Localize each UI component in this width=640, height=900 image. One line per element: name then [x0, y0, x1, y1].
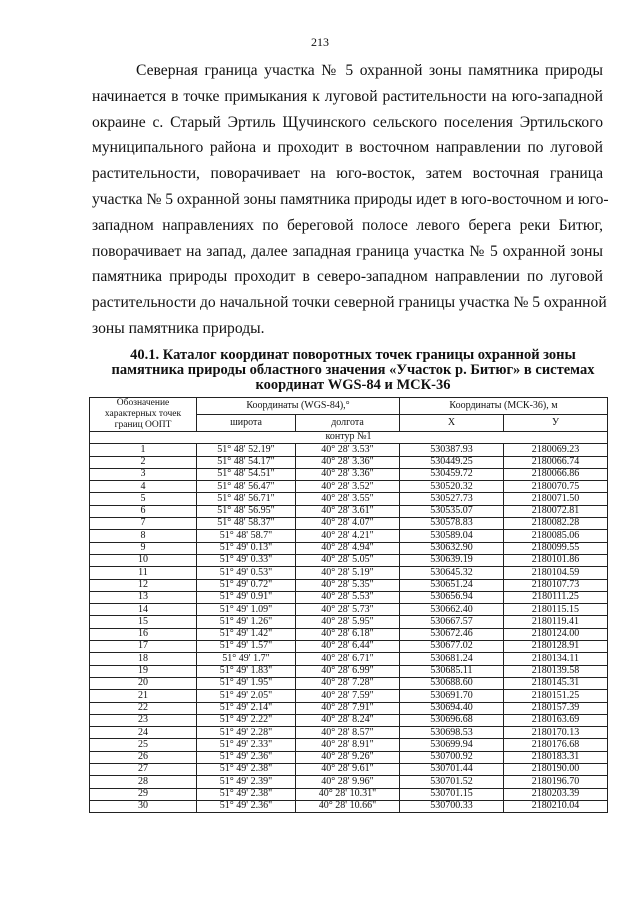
table-row	[90, 653, 608, 665]
point-number-cell: 7	[90, 518, 197, 530]
latitude-cell: 51° 48' 58.7"	[197, 530, 296, 542]
table-row	[90, 714, 608, 726]
y-cell: 2180157.39	[504, 702, 608, 714]
x-cell: 530701.52	[400, 776, 504, 788]
longitude-cell: 40° 28' 3.61"	[296, 505, 400, 517]
section-heading	[88, 348, 618, 393]
y-cell: 2180134.11	[504, 653, 608, 665]
latitude-cell: 51° 49' 0.91"	[197, 591, 296, 603]
y-cell: 2180128.91	[504, 641, 608, 653]
latitude-cell: 51° 49' 1.7"	[197, 653, 296, 665]
latitude-cell: 51° 49' 0.72"	[197, 579, 296, 591]
longitude-cell: 40° 28' 6.44"	[296, 641, 400, 653]
y-cell: 2180203.39	[504, 788, 608, 800]
point-number-cell: 1	[90, 444, 197, 456]
table-row	[90, 665, 608, 677]
latitude-cell: 51° 49' 1.26"	[197, 616, 296, 628]
table-row	[90, 493, 608, 505]
latitude-cell: 51° 49' 2.22"	[197, 714, 296, 726]
point-number-cell: 4	[90, 481, 197, 493]
point-number-cell: 11	[90, 567, 197, 579]
table-row	[90, 739, 608, 751]
latitude-cell: 51° 49' 1.09"	[197, 604, 296, 616]
table-row	[90, 567, 608, 579]
point-number-cell: 8	[90, 530, 197, 542]
table-row	[90, 616, 608, 628]
point-number-cell: 28	[90, 776, 197, 788]
table-row	[90, 628, 608, 640]
paragraph-line: памятника природы проходит в северо-западном направлении по луговой	[92, 268, 603, 286]
table-header-row	[90, 398, 608, 415]
longitude-cell: 40° 28' 9.96"	[296, 776, 400, 788]
x-cell: 530387.93	[400, 444, 504, 456]
x-cell: 530651.24	[400, 579, 504, 591]
longitude-cell: 40° 28' 4.94"	[296, 542, 400, 554]
point-number-cell: 30	[90, 800, 197, 812]
y-cell: 2180163.69	[504, 714, 608, 726]
heading-line: памятника природы областного значения «Участок р. Битюг» в системах	[111, 362, 595, 378]
y-cell: 2180111.25	[504, 591, 608, 603]
point-number-cell: 26	[90, 751, 197, 763]
x-cell: 530672.46	[400, 628, 504, 640]
longitude-cell: 40° 28' 5.53"	[296, 591, 400, 603]
longitude-cell: 40° 28' 5.35"	[296, 579, 400, 591]
latitude-cell: 51° 49' 1.95"	[197, 677, 296, 689]
x-cell: 530459.72	[400, 468, 504, 480]
latitude-cell: 51° 49' 1.42"	[197, 628, 296, 640]
point-number-cell: 29	[90, 788, 197, 800]
y-cell: 2180124.00	[504, 628, 608, 640]
x-cell: 530645.32	[400, 567, 504, 579]
x-cell: 530535.07	[400, 505, 504, 517]
latitude-cell: 51° 49' 2.14"	[197, 702, 296, 714]
point-number-cell: 25	[90, 739, 197, 751]
coordinates-table	[89, 397, 608, 813]
paragraph-line: зоны памятника природы.	[92, 319, 265, 337]
paragraph-line: окраине с. Старый Эртиль Щучинского сельского поселения Эртильского	[92, 113, 603, 131]
paragraph-line: участка № 5 охранной зоны памятника природы идет в юго-восточном и юго-	[92, 190, 609, 208]
heading-line: координат WGS-84 и МСК-36	[255, 377, 451, 393]
table-row	[90, 641, 608, 653]
x-cell: 530449.25	[400, 456, 504, 468]
table-row	[90, 764, 608, 776]
page-number: 213	[311, 35, 329, 49]
x-cell: 530681.24	[400, 653, 504, 665]
y-cell: 2180082.28	[504, 518, 608, 530]
point-number-cell: 23	[90, 714, 197, 726]
longitude-cell: 40° 28' 3.36"	[296, 468, 400, 480]
longitude-cell: 40° 28' 8.91"	[296, 739, 400, 751]
y-cell: 2180066.86	[504, 468, 608, 480]
longitude-cell: 40° 28' 10.66"	[296, 800, 400, 812]
point-number-cell: 5	[90, 493, 197, 505]
point-number-cell: 2	[90, 456, 197, 468]
table-row	[90, 751, 608, 763]
table-row	[90, 444, 608, 456]
longitude-cell: 40° 28' 8.57"	[296, 727, 400, 739]
point-number-cell: 27	[90, 764, 197, 776]
y-cell: 2180066.74	[504, 456, 608, 468]
x-cell: 530662.40	[400, 604, 504, 616]
x-cell: 530696.68	[400, 714, 504, 726]
x-cell: 530527.73	[400, 493, 504, 505]
point-number-cell: 13	[90, 591, 197, 603]
y-cell: 2180151.25	[504, 690, 608, 702]
table-row	[90, 530, 608, 542]
wgs-header: Координаты (WGS-84),°	[197, 398, 400, 415]
point-number-cell: 20	[90, 677, 197, 689]
table-row	[90, 604, 608, 616]
latitude-cell: 51° 49' 2.05"	[197, 690, 296, 702]
x-cell: 530701.15	[400, 788, 504, 800]
longitude-cell: 40° 28' 8.24"	[296, 714, 400, 726]
y-header: У	[504, 415, 608, 432]
table-row	[90, 727, 608, 739]
longitude-cell: 40° 28' 4.07"	[296, 518, 400, 530]
table-row	[90, 456, 608, 468]
table-row	[90, 505, 608, 517]
x-cell: 530701.44	[400, 764, 504, 776]
latitude-cell: 51° 49' 2.28"	[197, 727, 296, 739]
x-cell: 530677.02	[400, 641, 504, 653]
latitude-cell: 51° 48' 56.95"	[197, 505, 296, 517]
y-cell: 2180070.75	[504, 481, 608, 493]
table-row	[90, 776, 608, 788]
longitude-cell: 40° 28' 3.55"	[296, 493, 400, 505]
longitude-cell: 40° 28' 7.59"	[296, 690, 400, 702]
paragraph-line: Северная граница участка № 5 охранной зоны памятника природы	[136, 62, 603, 79]
x-cell: 530656.94	[400, 591, 504, 603]
table-row	[90, 677, 608, 689]
longitude-cell: 40° 28' 5.95"	[296, 616, 400, 628]
latitude-cell: 51° 48' 56.47"	[197, 481, 296, 493]
table-row	[90, 468, 608, 480]
x-cell: 530700.33	[400, 800, 504, 812]
point-number-cell: 9	[90, 542, 197, 554]
y-cell: 2180210.04	[504, 800, 608, 812]
latitude-cell: 51° 49' 2.36"	[197, 751, 296, 763]
y-cell: 2180104.59	[504, 567, 608, 579]
table-row	[90, 554, 608, 566]
latitude-cell: 51° 49' 1.57"	[197, 641, 296, 653]
longitude-cell: 40° 28' 3.36"	[296, 456, 400, 468]
longitude-header: долгота	[296, 415, 400, 432]
longitude-cell: 40° 28' 10.31"	[296, 788, 400, 800]
paragraph-line: поворачивает на запад, далее западная граница участка № 5 охранной зоны	[92, 242, 603, 260]
longitude-cell: 40° 28' 6.18"	[296, 628, 400, 640]
longitude-cell: 40° 28' 5.19"	[296, 567, 400, 579]
table-row	[90, 481, 608, 493]
point-number-cell: 17	[90, 641, 197, 653]
latitude-cell: 51° 49' 2.38"	[197, 764, 296, 776]
longitude-cell: 40° 28' 7.91"	[296, 702, 400, 714]
latitude-cell: 51° 49' 0.13"	[197, 542, 296, 554]
table-row	[90, 702, 608, 714]
latitude-cell: 51° 48' 54.51"	[197, 468, 296, 480]
x-cell: 530667.57	[400, 616, 504, 628]
longitude-cell: 40° 28' 6.71"	[296, 653, 400, 665]
x-cell: 530699.94	[400, 739, 504, 751]
latitude-cell: 51° 49' 2.38"	[197, 788, 296, 800]
point-number-cell: 22	[90, 702, 197, 714]
contour-row	[90, 432, 608, 444]
table-row	[90, 591, 608, 603]
y-cell: 2180069.23	[504, 444, 608, 456]
point-number-cell: 18	[90, 653, 197, 665]
point-number-cell: 15	[90, 616, 197, 628]
point-number-cell: 16	[90, 628, 197, 640]
point-number-cell: 21	[90, 690, 197, 702]
x-cell: 530632.90	[400, 542, 504, 554]
latitude-cell: 51° 49' 1.83"	[197, 665, 296, 677]
latitude-cell: 51° 48' 56.71"	[197, 493, 296, 505]
latitude-cell: 51° 49' 0.53"	[197, 567, 296, 579]
latitude-cell: 51° 49' 2.39"	[197, 776, 296, 788]
table-row	[90, 788, 608, 800]
x-cell: 530578.83	[400, 518, 504, 530]
x-cell: 530700.92	[400, 751, 504, 763]
x-cell: 530520.32	[400, 481, 504, 493]
paragraph-line: муниципального района и проходит в восточном направлении по луговой	[92, 139, 603, 157]
x-header: X	[400, 415, 504, 432]
x-cell: 530698.53	[400, 727, 504, 739]
point-number-cell: 3	[90, 468, 197, 480]
paragraph-line: растительности до начальной точки северной границы участка № 5 охранной	[92, 294, 607, 312]
latitude-header: широта	[197, 415, 296, 432]
x-cell: 530694.40	[400, 702, 504, 714]
y-cell: 2180085.06	[504, 530, 608, 542]
y-cell: 2180176.68	[504, 739, 608, 751]
longitude-cell: 40° 28' 3.52"	[296, 481, 400, 493]
table-row	[90, 690, 608, 702]
y-cell: 2180107.73	[504, 579, 608, 591]
y-cell: 2180119.41	[504, 616, 608, 628]
y-cell: 2180115.15	[504, 604, 608, 616]
x-cell: 530688.60	[400, 677, 504, 689]
longitude-cell: 40° 28' 6.99"	[296, 665, 400, 677]
y-cell: 2180072.81	[504, 505, 608, 517]
y-cell: 2180145.31	[504, 677, 608, 689]
point-number-cell: 12	[90, 579, 197, 591]
y-cell: 2180170.13	[504, 727, 608, 739]
heading-line: 40.1. Каталог координат поворотных точек границы охранной зоны	[130, 347, 576, 363]
x-cell: 530685.11	[400, 665, 504, 677]
latitude-cell: 51° 49' 2.33"	[197, 739, 296, 751]
paragraph-line: западном направлениях по береговой полосе левого берега реки Битюг,	[92, 216, 603, 234]
point-number-cell: 24	[90, 727, 197, 739]
longitude-cell: 40° 28' 3.53"	[296, 444, 400, 456]
y-cell: 2180099.55	[504, 542, 608, 554]
latitude-cell: 51° 49' 2.36"	[197, 800, 296, 812]
longitude-cell: 40° 28' 5.73"	[296, 604, 400, 616]
y-cell: 2180071.50	[504, 493, 608, 505]
y-cell: 2180139.58	[504, 665, 608, 677]
point-number-cell: 10	[90, 554, 197, 566]
point-number-cell: 14	[90, 604, 197, 616]
longitude-cell: 40° 28' 9.61"	[296, 764, 400, 776]
latitude-cell: 51° 49' 0.33"	[197, 554, 296, 566]
y-cell: 2180196.70	[504, 776, 608, 788]
x-cell: 530639.19	[400, 554, 504, 566]
longitude-cell: 40° 28' 5.05"	[296, 554, 400, 566]
y-cell: 2180101.86	[504, 554, 608, 566]
x-cell: 530691.70	[400, 690, 504, 702]
longitude-cell: 40° 28' 4.21"	[296, 530, 400, 542]
designation-header: Обозначение характерных точек границ ООПТ	[90, 398, 197, 432]
longitude-cell: 40° 28' 7.28"	[296, 677, 400, 689]
longitude-cell: 40° 28' 9.26"	[296, 751, 400, 763]
contour-label: контур №1	[90, 432, 608, 444]
y-cell: 2180183.31	[504, 751, 608, 763]
x-cell: 530589.04	[400, 530, 504, 542]
point-number-cell: 6	[90, 505, 197, 517]
boundary-description-paragraph	[92, 58, 609, 342]
latitude-cell: 51° 48' 52.19"	[197, 444, 296, 456]
msk-header: Координаты (МСК-36), м	[400, 398, 608, 415]
paragraph-line: растительности, поворачивает на юго-восток, затем восточная граница	[92, 165, 603, 183]
latitude-cell: 51° 48' 54.17"	[197, 456, 296, 468]
table-row	[90, 800, 608, 812]
point-number-cell: 19	[90, 665, 197, 677]
y-cell: 2180190.00	[504, 764, 608, 776]
table-row	[90, 579, 608, 591]
paragraph-line: начинается в точке примыкания к луговой растительности на юго-западной	[92, 87, 603, 105]
latitude-cell: 51° 48' 58.37"	[197, 518, 296, 530]
table-row	[90, 518, 608, 530]
table-row	[90, 542, 608, 554]
